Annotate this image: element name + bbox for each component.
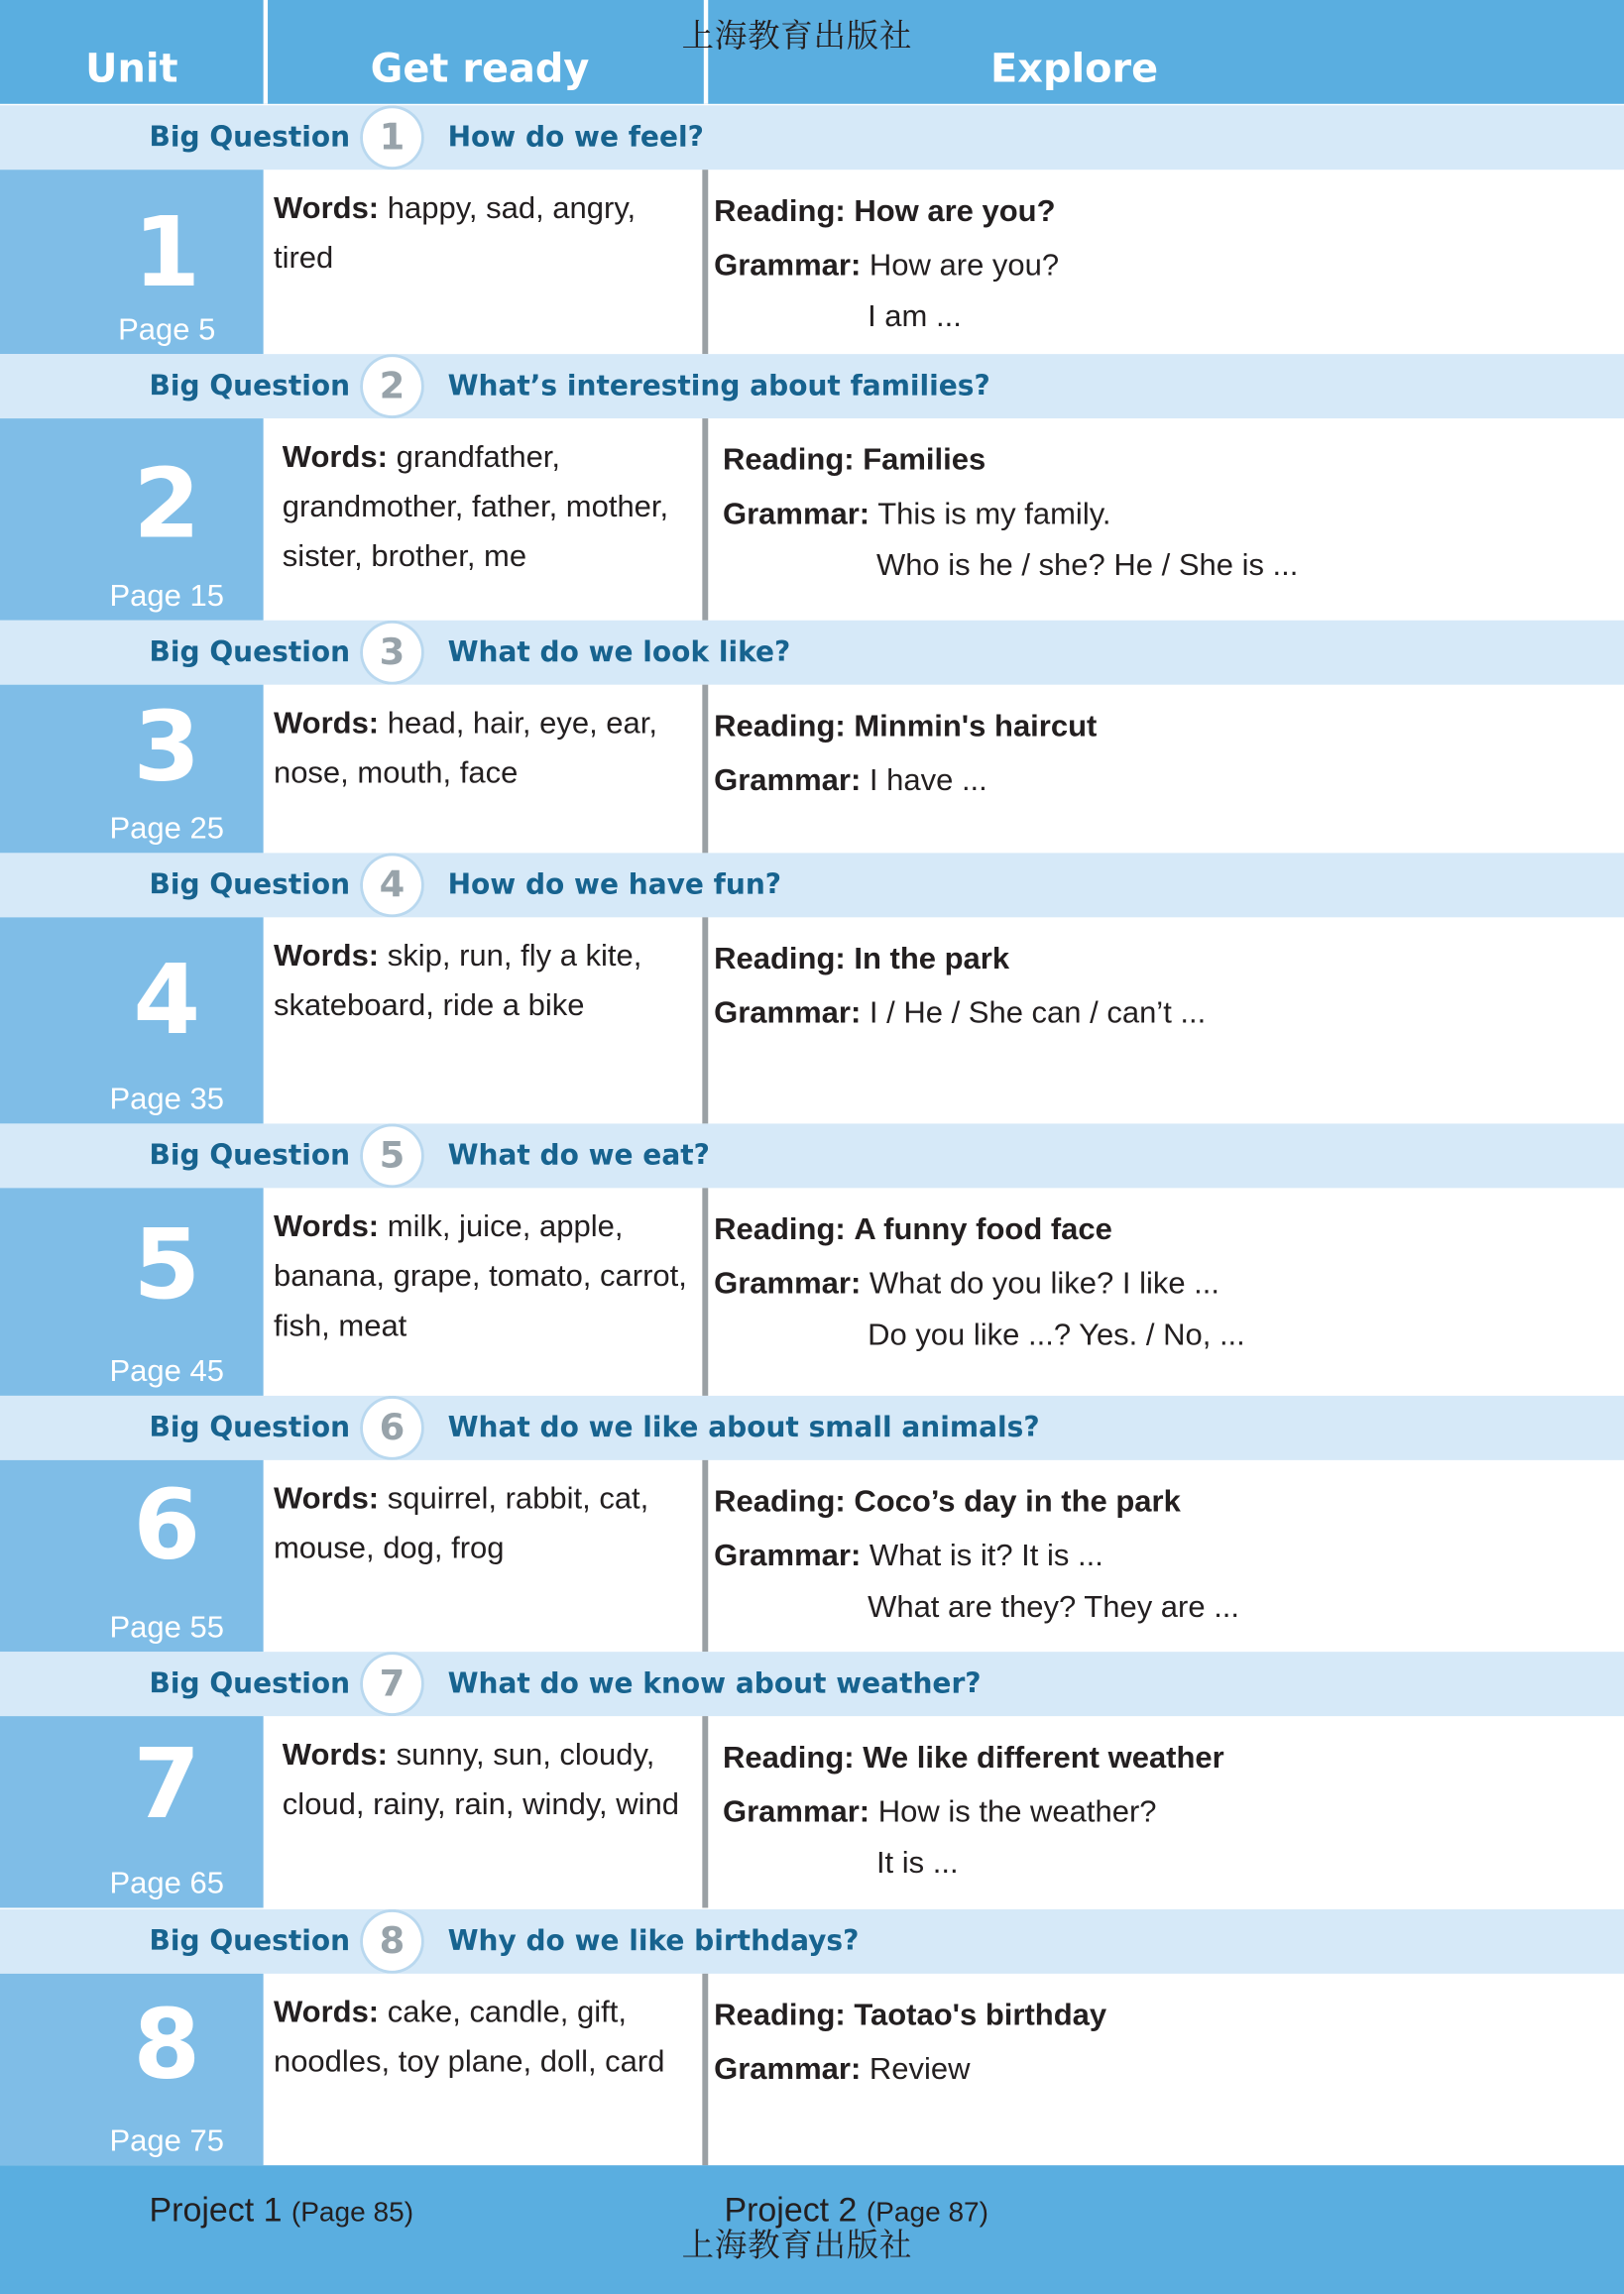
unit-row xyxy=(0,1188,1624,1396)
unit-row xyxy=(0,418,1624,621)
reading-label: Reading: xyxy=(722,1741,855,1776)
words-label: Words: xyxy=(282,1738,388,1773)
words-list: grandfather, grandmother, father, mother, sister, brother, me xyxy=(282,440,669,574)
unit-row xyxy=(0,917,1624,1123)
unit-page: Page 5 xyxy=(118,312,216,347)
unit-number: 5 xyxy=(133,1208,201,1321)
grammar-text: I / He / She can / can’t ... xyxy=(869,996,1207,1030)
grammar-label: Grammar: xyxy=(714,248,862,283)
reading-line xyxy=(723,1731,1600,1785)
grammar-label: Grammar: xyxy=(714,2052,862,2087)
big-question-number-badge: 6 xyxy=(360,1396,424,1460)
grammar-second-line: Do you like ...? Yes. / No, ... xyxy=(868,1318,1245,1352)
grammar-label: Grammar: xyxy=(714,1267,862,1301)
column-divider xyxy=(702,170,708,354)
unit-page: Page 25 xyxy=(109,812,224,847)
words-label: Words: xyxy=(273,1481,380,1516)
words-label: Words: xyxy=(282,440,388,475)
big-question-text: Why do we like birthdays? xyxy=(447,1925,860,1958)
reading-label: Reading: xyxy=(714,1998,846,2032)
unit-number: 2 xyxy=(133,447,201,561)
column-divider xyxy=(702,685,708,854)
explore-content xyxy=(714,1475,1591,1633)
big-question-number-badge: 5 xyxy=(360,1123,424,1188)
reading-label: Reading: xyxy=(714,194,846,229)
unit-column-header: Unit xyxy=(85,47,178,92)
big-question-text: What do we like about small animals? xyxy=(447,1412,1040,1444)
project-1 xyxy=(150,2190,414,2230)
big-question-number-badge: 3 xyxy=(360,621,424,685)
big-question-label: Big Question xyxy=(149,1667,351,1700)
grammar-line xyxy=(714,1257,1591,1312)
unit-page: Page 15 xyxy=(109,579,224,614)
grammar-label: Grammar: xyxy=(722,1794,870,1829)
unit-cell xyxy=(0,1716,264,1907)
project-2-label: Project 2 xyxy=(724,2190,858,2229)
reading-line xyxy=(714,699,1591,753)
big-question-number-badge: 2 xyxy=(360,354,424,418)
reading-title: In the park xyxy=(854,942,1010,976)
big-question-bar xyxy=(0,621,1624,685)
big-question-text: How do we feel? xyxy=(447,121,704,154)
reading-line xyxy=(714,932,1591,986)
grammar-label: Grammar: xyxy=(714,763,862,798)
reading-title: A funny food face xyxy=(854,1212,1112,1247)
words-list: happy, sad, angry, tired xyxy=(273,191,637,276)
big-question-text: What do we look like? xyxy=(447,635,791,669)
unit-row xyxy=(0,1974,1624,2165)
grammar-label: Grammar: xyxy=(714,1539,862,1573)
unit-page: Page 75 xyxy=(109,2123,224,2158)
project-2-page: (Page 87) xyxy=(866,2197,988,2229)
grammar-line xyxy=(714,753,1591,808)
reading-title: Minmin's haircut xyxy=(854,709,1098,744)
grammar-line xyxy=(714,2042,1591,2097)
unit-number: 7 xyxy=(133,1727,201,1841)
column-divider xyxy=(702,1460,708,1652)
unit-page: Page 45 xyxy=(109,1354,224,1389)
unit-cell xyxy=(0,1188,264,1396)
grammar-second-line: Who is he / she? He / She is ... xyxy=(875,548,1299,583)
get-ready-words xyxy=(274,1203,701,1352)
unit-cell xyxy=(0,685,264,854)
big-question-bar xyxy=(0,853,1624,917)
big-question-text: How do we have fun? xyxy=(447,868,782,902)
big-question-label: Big Question xyxy=(149,635,351,669)
grammar-second-line: It is ... xyxy=(875,1846,959,1881)
grammar-text: Review xyxy=(869,2052,971,2087)
grammar-label: Grammar: xyxy=(722,497,870,531)
big-question-number-badge: 8 xyxy=(360,1909,424,1974)
big-question-text: What do we know about weather? xyxy=(447,1667,982,1700)
big-question-number-badge: 4 xyxy=(360,853,424,917)
words-list: head, hair, eye, ear, nose, mouth, face xyxy=(273,706,657,790)
grammar-text: This is my family. xyxy=(877,497,1111,531)
explore-content xyxy=(723,1731,1600,1889)
big-question-bar xyxy=(0,1909,1624,1974)
column-divider xyxy=(702,1188,708,1396)
unit-number: 4 xyxy=(133,943,201,1057)
big-question-bar xyxy=(0,1123,1624,1188)
words-list: squirrel, rabbit, cat, mouse, dog, frog xyxy=(273,1481,649,1566)
reading-label: Reading: xyxy=(714,1212,846,1247)
get-ready-words xyxy=(274,1989,701,2088)
unit-number: 6 xyxy=(133,1468,201,1582)
column-divider xyxy=(702,917,708,1123)
unit-cell xyxy=(0,170,264,354)
grammar-line xyxy=(714,239,1591,293)
column-divider xyxy=(702,1974,708,2165)
words-list: skip, run, fly a kite, skateboard, ride a bike xyxy=(273,939,642,1023)
big-question-label: Big Question xyxy=(149,370,351,402)
reading-label: Reading: xyxy=(722,443,855,478)
grammar-text: I have ... xyxy=(869,763,987,798)
big-question-number-badge: 7 xyxy=(360,1652,424,1716)
get-ready-words xyxy=(274,1475,701,1574)
grammar-line xyxy=(723,487,1600,541)
grammar-line xyxy=(714,1529,1591,1583)
unit-row xyxy=(0,170,1624,354)
big-question-label: Big Question xyxy=(149,121,351,154)
reading-title: We like different weather xyxy=(863,1741,1224,1776)
unit-number: 1 xyxy=(133,195,201,309)
big-question-label: Big Question xyxy=(149,868,351,902)
big-question-bar xyxy=(0,1396,1624,1460)
unit-number: 8 xyxy=(133,1988,201,2102)
unit-page: Page 35 xyxy=(109,1083,224,1117)
explore-content xyxy=(714,1203,1591,1360)
grammar-label: Grammar: xyxy=(714,996,862,1030)
grammar-text: What do you like? I like ... xyxy=(869,1267,1220,1301)
words-list: milk, juice, apple, banana, grape, tomato, carrot, fish, meat xyxy=(273,1209,687,1343)
unit-cell xyxy=(0,917,264,1123)
get-ready-words xyxy=(274,699,701,798)
grammar-line xyxy=(714,986,1591,1041)
words-list: cake, candle, gift, noodles, toy plane, doll, card xyxy=(273,1995,665,2080)
get-ready-words xyxy=(283,433,710,583)
unit-number: 3 xyxy=(133,690,201,804)
reading-title: Families xyxy=(863,443,986,478)
words-label: Words: xyxy=(273,1995,380,2029)
publisher-watermark-footer: 上海教育出版社 xyxy=(681,2228,913,2265)
big-question-text: What do we eat? xyxy=(447,1139,710,1173)
big-question-number-badge: 1 xyxy=(360,105,424,170)
reading-label: Reading: xyxy=(714,1484,846,1519)
grammar-text: How is the weather? xyxy=(877,1794,1157,1829)
grammar-second-line: What are they? They are ... xyxy=(868,1590,1240,1625)
words-label: Words: xyxy=(273,706,380,741)
reading-title: Taotao's birthday xyxy=(854,1998,1107,2032)
grammar-line xyxy=(723,1784,1600,1839)
get-ready-words xyxy=(274,184,701,284)
words-label: Words: xyxy=(273,1209,380,1244)
grammar-second-line: I am ... xyxy=(868,299,962,334)
reading-label: Reading: xyxy=(714,709,846,744)
explore-content xyxy=(714,1989,1591,2097)
reading-title: Coco’s day in the park xyxy=(854,1484,1181,1519)
unit-cell xyxy=(0,1460,264,1652)
big-question-bar xyxy=(0,354,1624,418)
words-list: sunny, sun, cloudy, cloud, rainy, rain, windy, wind xyxy=(282,1738,680,1822)
words-label: Words: xyxy=(273,939,380,974)
grammar-text: How are you? xyxy=(869,248,1060,283)
words-label: Words: xyxy=(273,191,380,226)
big-question-label: Big Question xyxy=(149,1925,351,1958)
explore-content xyxy=(723,433,1600,591)
reading-title: How are you? xyxy=(854,194,1056,229)
unit-cell xyxy=(0,1974,264,2165)
reading-line xyxy=(723,433,1600,488)
unit-page: Page 55 xyxy=(109,1610,224,1645)
grammar-text: What is it? It is ... xyxy=(869,1539,1103,1573)
publisher-watermark: 上海教育出版社 xyxy=(681,19,913,57)
explore-content xyxy=(714,932,1591,1040)
reading-line xyxy=(714,1989,1591,2043)
reading-label: Reading: xyxy=(714,942,846,976)
explore-content xyxy=(714,184,1591,342)
reading-line xyxy=(714,184,1591,239)
unit-row xyxy=(0,1460,1624,1652)
reading-line xyxy=(714,1203,1591,1257)
unit-row xyxy=(0,685,1624,854)
unit-cell xyxy=(0,418,264,621)
explore-content xyxy=(714,699,1591,807)
get-ready-words xyxy=(283,1731,710,1830)
unit-row xyxy=(0,1716,1624,1907)
big-question-bar xyxy=(0,1652,1624,1716)
get-ready-column-header: Get ready xyxy=(370,47,590,92)
explore-column-header: Explore xyxy=(990,47,1159,92)
unit-page: Page 65 xyxy=(109,1867,224,1901)
get-ready-words xyxy=(274,932,701,1031)
project-1-label: Project 1 xyxy=(149,2190,283,2229)
big-question-label: Big Question xyxy=(149,1139,351,1173)
big-question-label: Big Question xyxy=(149,1412,351,1444)
big-question-text: What’s interesting about families? xyxy=(447,370,990,402)
reading-line xyxy=(714,1475,1591,1530)
big-question-bar xyxy=(0,105,1624,170)
project-1-page: (Page 85) xyxy=(290,2197,414,2229)
